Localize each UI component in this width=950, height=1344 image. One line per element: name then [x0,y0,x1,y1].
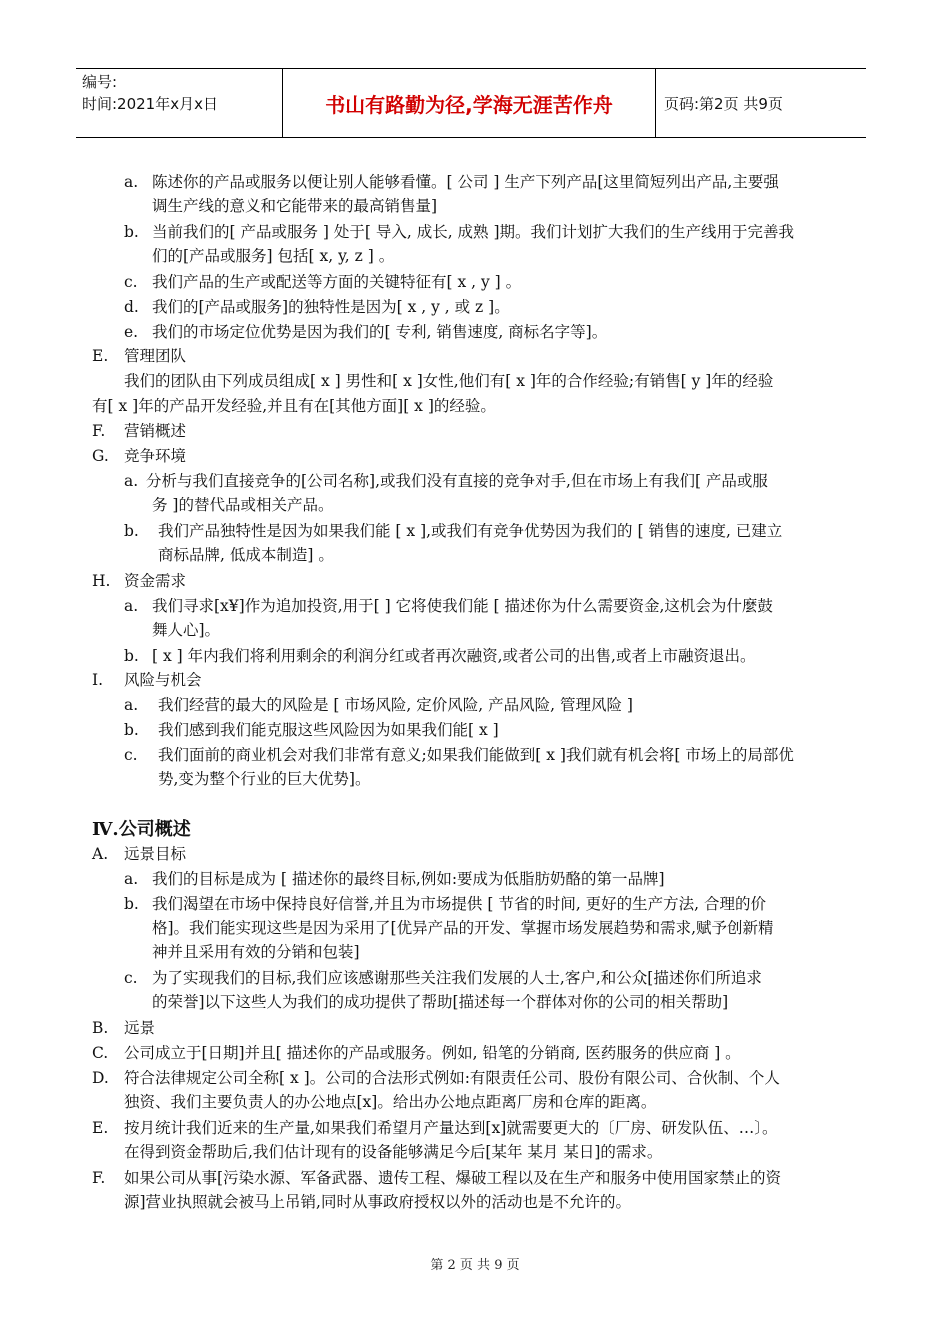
header-page-info: 页码:第2页 共9页 [664,94,783,113]
text-line: 为了实现我们的目标,我们应该感谢那些关注我们发展的人士,客户,和公众[描述你们所追求 [152,969,762,987]
section-title-iv: Ⅳ.公司概述 [92,819,191,840]
section-label: D. [92,1069,109,1087]
text-line: 我们的目标是成为 [ 描述你的最终目标,例如:要成为低脂肪奶酪的第一品牌] [152,870,665,888]
text-line: 符合法律规定公司全称[ x ]。公司的合法形式例如:有限责任公司、股份有限公司、合伙制、个人 [124,1069,780,1087]
item-label: a. [124,597,139,615]
text-line: 在得到资金帮助后,我们估计现有的设备能够满足今后[某年 某月 某日]的需求。 [124,1143,663,1161]
item-label: a. [124,173,139,191]
text-line: 有[ x ]年的产品开发经验,并且有在[其他方面][ x ]的经验。 [92,397,496,415]
section-heading: 竞争环境 [124,447,187,465]
text-line: 格]。我们能实现这些是因为采用了[优异产品的开发、掌握市场发展趋势和需求,赋予创新精 [152,919,774,937]
item-label: c. [124,273,138,291]
text-line: [ x ] 年内我们将利用剩余的利润分红或者再次融资,或者公司的出售,或者上市融资退出。 [152,647,756,665]
text-line: 我们面前的商业机会对我们非常有意义;如果我们能做到[ x ]我们就有机会将[ 市场上的局部优 [158,746,794,764]
page-header [76,68,866,138]
item-label: b. [124,223,139,241]
header-left-cell [76,69,283,137]
item-label: b. [124,647,139,665]
section-label: G. [92,447,109,465]
text-line: 我们产品独特性是因为如果我们能 [ x ],或我们有竞争优势因为我们的 [ 销售的速度, 已建立 [158,522,783,540]
text-line: 神并且采用有效的分销和包装] [152,943,360,961]
page-footer: 第 2 页 共 9 页 [430,1258,520,1273]
text-line: 我们感到我们能克服这些风险因为如果我们能[ x ] [158,721,499,739]
section-heading: 远景目标 [124,845,187,863]
text-line: 商标品牌, 低成本制造] 。 [158,546,334,564]
document-number-label: 编号: [82,73,118,91]
text-line: 独资、我们主要负责人的办公地点[x]。给出办公地点距离厂房和仓库的距离。 [124,1093,657,1111]
section-heading: 资金需求 [124,572,187,590]
text-line: 调生产线的意义和它能带来的最高销售量] [152,197,438,215]
item-label: c. [124,746,138,764]
text-line: 如果公司从事[污染水源、军备武器、遗传工程、爆破工程以及在生产和服务中使用国家禁止的资 [124,1169,782,1187]
item-label: d. [124,298,139,316]
section-label: E. [92,1119,109,1137]
text-line: 我们的[产品或服务]的独特性是因为[ x , y , 或 z ]。 [152,298,510,316]
text-line: 我们经营的最大的风险是 [ 市场风险, 定价风险, 产品风险, 管理风险 ] [158,696,633,714]
section-label: F. [92,422,106,440]
item-label: a. [124,696,139,714]
section-label: A. [92,845,109,863]
section-label: C. [92,1044,109,1062]
section-label: I. [92,671,104,689]
text-line: 的荣誉]以下这些人为我们的成功提供了帮助[描述每一个群体对你的公司的相关帮助] [152,993,729,1011]
section-heading: 管理团队 [124,347,187,365]
text-line: 舞人心]。 [152,621,221,639]
text-line: 公司成立于[日期]并且[ 描述你的产品或服务。例如, 铅笔的分销商, 医药服务的供应商 ] 。 [124,1044,741,1062]
text-line: 分析与我们直接竞争的[公司名称],或我们没有直接的竞争对手,但在市场上有我们[ 产品或服 [146,472,768,490]
section-label: E. [92,347,109,365]
section-label: B. [92,1019,109,1037]
header-motto: 书山有路勤为径,学海无涯苦作舟 [283,69,656,137]
item-label: b. [124,721,139,739]
item-label: c. [124,969,138,987]
section-label: H. [92,572,111,590]
text-line: 陈述你的产品或服务以便让别人能够看懂。[ 公司 ] 生产下列产品[这里简短列出产品,主要强 [152,173,779,191]
item-label: a. [124,472,139,490]
section-heading: 远景 [124,1019,156,1037]
text-line: 们的[产品或服务] 包括[ x, y, z ] 。 [152,247,395,265]
text-line: 当前我们的[ 产品或服务 ] 处于[ 导入, 成长, 成熟 ]期。我们计划扩大我们的生产线用于完善我 [152,223,795,241]
section-label: F. [92,1169,106,1187]
text-line: 我们寻求[x¥]作为追加投资,用于[ ] 它将使我们能 [ 描述你为什么需要资金,这机会为什麼鼓 [152,597,773,615]
item-label: e. [124,323,139,341]
text-line: 势,变为整个行业的巨大优势]。 [158,770,371,788]
text-line: 源]营业执照就会被马上吊销,同时从事政府授权以外的活动也是不允许的。 [124,1193,631,1211]
text-line: 我们的市场定位优势是因为我们的[ 专利, 销售速度, 商标名字等]。 [152,323,608,341]
section-heading: 风险与机会 [124,671,202,689]
text-line: 我们产品的生产或配送等方面的关键特征有[ x , y ] 。 [152,273,522,291]
document-time-label: 时间:2021年x月x日 [82,95,218,113]
text-line: 我们的团队由下列成员组成[ x ] 男性和[ x ]女性,他们有[ x ]年的合作经验;有销售[ y ]年的经验 [124,372,774,390]
item-label: a. [124,870,139,888]
item-label: b. [124,895,139,913]
text-line: 按月统计我们近来的生产量,如果我们希望月产量达到[x]就需要更大的〔厂房、研发队伍、…〕。 [124,1119,778,1137]
section-heading: 营销概述 [124,422,187,440]
item-label: b. [124,522,139,540]
text-line: 我们渴望在市场中保持良好信誉,并且为市场提供 [ 节省的时间, 更好的生产方法, 合理的价 [152,895,767,913]
text-line: 务 ]的替代品或相关产品。 [152,496,334,514]
